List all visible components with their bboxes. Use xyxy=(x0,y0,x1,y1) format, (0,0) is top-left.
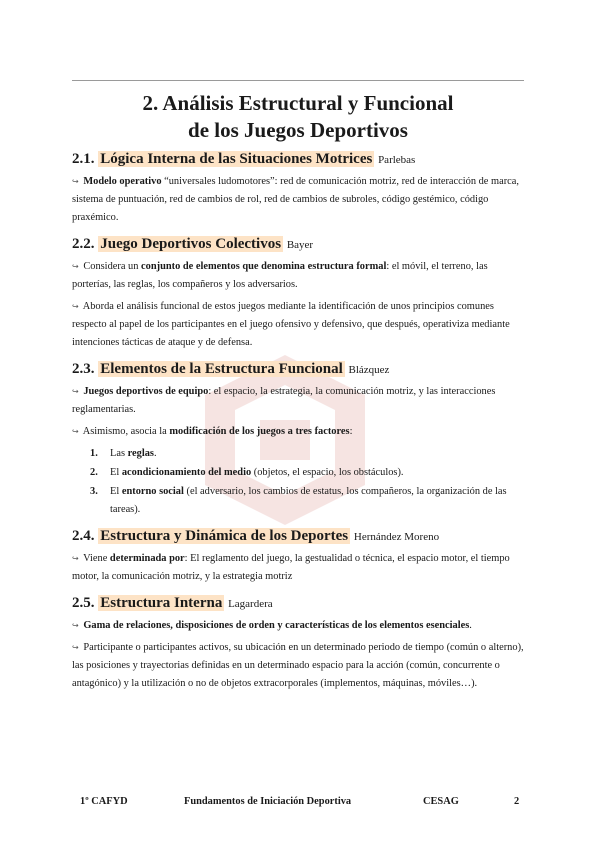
section-2-4 xyxy=(72,525,527,586)
title-line-2: de los Juegos Deportivos xyxy=(188,118,408,142)
section-author: Lagardera xyxy=(228,598,273,610)
paragraph xyxy=(72,258,527,294)
text: El xyxy=(110,486,122,497)
bold-text: reglas xyxy=(127,448,154,459)
text: : el espacio, la estrategia, la comunicación motriz, y las interacciones reglamentarias. xyxy=(72,386,496,415)
list-item xyxy=(72,483,527,519)
text: El xyxy=(110,467,122,478)
section-heading xyxy=(72,358,527,381)
section-number: 2.1. xyxy=(72,151,95,167)
footer-institution: CESAG xyxy=(423,796,459,807)
text: Participante o participantes activos, su ubicación en un determinado periodo de tiempo (común o alterno), las posiciones y trayectorias definidas en un determinado espacio para la acción (común, concurrente o antagónico) y la utilización o no de objetos extracorporales (implementos, máquinas, móviles…). xyxy=(72,642,524,689)
text: Las xyxy=(110,448,128,459)
paragraph xyxy=(72,639,527,693)
text: Asimismo, asocia la xyxy=(82,426,170,437)
bold-text: entorno social xyxy=(121,486,184,497)
text: : xyxy=(349,426,353,437)
text: . xyxy=(153,448,157,459)
top-rule xyxy=(72,80,524,81)
text: “universales ludomotores”: red de comunicación motriz, red de interacción de marca, sistema de puntuación, red de cambios de rol, red de cambios de subroles, código gestémico, código praxémico. xyxy=(72,176,519,223)
section-author: Bayer xyxy=(286,239,314,251)
list-number: 3. xyxy=(90,486,98,497)
content xyxy=(72,148,527,699)
section-heading xyxy=(72,592,527,615)
page-footer xyxy=(80,796,520,812)
arrow-icon: ↪ xyxy=(72,262,79,271)
factors-list xyxy=(72,445,527,519)
bold-text: modificación de los juegos a tres factores xyxy=(169,426,350,437)
page-number: 2 xyxy=(514,796,520,807)
text: (objetos, el espacio, los obstáculos). xyxy=(251,467,404,478)
arrow-icon: ↪ xyxy=(72,643,79,652)
section-2-2 xyxy=(72,233,527,352)
arrow-icon: ↪ xyxy=(72,387,79,396)
section-author: Blázquez xyxy=(348,364,390,376)
section-number: 2.2. xyxy=(72,236,95,252)
section-2-1 xyxy=(72,148,527,227)
footer-subject: Fundamentos de Iniciación Deportiva xyxy=(184,796,352,807)
arrow-icon: ↪ xyxy=(72,427,79,436)
arrow-icon: ↪ xyxy=(72,554,79,563)
paragraph xyxy=(72,173,527,227)
section-title: Estructura y Dinámica de los Deportes xyxy=(100,528,349,544)
section-title: Elementos de la Estructura Funcional xyxy=(100,361,343,377)
arrow-icon: ↪ xyxy=(72,177,79,186)
list-item xyxy=(72,464,527,482)
text: (el adversario, los cambios de estatus, los compañeros, la organización de las tareas). xyxy=(110,486,507,515)
text: Considera un xyxy=(83,261,142,272)
section-heading xyxy=(72,148,527,171)
text: . xyxy=(469,620,472,631)
title-line-1: 2. Análisis Estructural y Funcional xyxy=(142,91,454,115)
bold-text: Modelo operativo xyxy=(83,176,162,187)
paragraph xyxy=(72,550,527,586)
section-title: Lógica Interna de las Situaciones Motrices xyxy=(100,151,373,167)
text: : El reglamento del juego, la gestualidad o técnica, el espacio motor, el tiempo motor, la comunicación motriz, y la estrategia motriz xyxy=(72,553,510,582)
text: : el móvil, el terreno, las porterías, las reglas, los compañeros y los adversarios. xyxy=(72,261,488,290)
section-title: Estructura Interna xyxy=(100,595,223,611)
list-item xyxy=(72,445,527,463)
bold-text: determinada por xyxy=(109,553,185,564)
section-heading xyxy=(72,525,527,548)
section-heading xyxy=(72,233,527,256)
bold-text: Juegos deportivos de equipo xyxy=(83,386,209,397)
arrow-icon: ↪ xyxy=(72,621,79,630)
section-number: 2.4. xyxy=(72,528,95,544)
section-author: Parlebas xyxy=(378,154,416,166)
list-number: 1. xyxy=(90,448,98,459)
paragraph xyxy=(72,298,527,352)
section-author: Hernández Moreno xyxy=(353,531,440,543)
arrow-icon: ↪ xyxy=(72,302,79,311)
paragraph xyxy=(72,617,527,635)
list-number: 2. xyxy=(90,467,98,478)
section-2-5 xyxy=(72,592,527,693)
paragraph xyxy=(72,423,527,441)
bold-text: Gama de relaciones, disposiciones de orden y características de los elementos esenciales xyxy=(83,620,470,631)
text: Viene xyxy=(83,553,110,564)
footer-course: 1º CAFYD xyxy=(80,796,128,807)
section-number: 2.3. xyxy=(72,361,95,377)
section-number: 2.5. xyxy=(72,595,95,611)
bold-text: conjunto de elementos que denomina estructura formal xyxy=(141,261,387,272)
section-2-3 xyxy=(72,358,527,519)
page-title xyxy=(72,90,524,144)
section-title: Juego Deportivos Colectivos xyxy=(100,236,282,252)
paragraph xyxy=(72,383,527,419)
bold-text: acondicionamiento del medio xyxy=(121,467,252,478)
text: Aborda el análisis funcional de estos juegos mediante la identificación de unos principios comunes respecto al papel de los participantes en el juego ofensivo y defensivo, que después, operativiza mediante intenciones tácticas de ataque y de defensa. xyxy=(72,301,510,348)
